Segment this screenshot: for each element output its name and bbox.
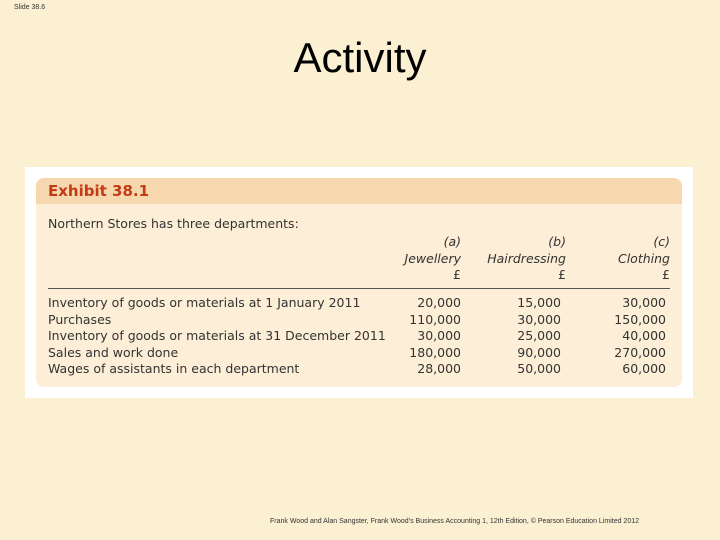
value-hairdressing: 30,000	[517, 311, 561, 327]
value-jewellery: 110,000	[409, 311, 461, 327]
value-jewellery: 30,000	[417, 328, 461, 343]
value-hairdressing: 90,000	[517, 344, 561, 360]
column-name: Clothing	[617, 250, 670, 266]
row-label: Inventory of goods or materials at 1 January 2011	[48, 295, 361, 310]
value-clothing: 270,000	[614, 344, 666, 360]
header-rule	[48, 288, 670, 289]
slide-footer: Frank Wood and Alan Sangster, Frank Wood’s Business Accounting 1, 12th Edition, © Pearson Education Limited 2012	[270, 518, 639, 525]
column-currency: £	[558, 267, 566, 282]
row-label: Inventory of goods or materials at 31 December 2011	[48, 328, 386, 343]
exhibit-panel	[36, 178, 682, 387]
row-label: Wages of assistants in each department	[48, 361, 300, 376]
column-name: Jewellery	[404, 250, 461, 266]
value-clothing: 150,000	[614, 311, 666, 327]
table-row	[48, 312, 670, 329]
value-jewellery: 20,000	[417, 295, 461, 310]
value-hairdressing: 25,000	[517, 328, 561, 343]
exhibit-image	[25, 167, 693, 398]
value-clothing: 60,000	[622, 361, 666, 376]
table-row	[48, 295, 670, 312]
slide-number: Slide 38.6	[14, 4, 46, 11]
table-row	[48, 345, 670, 362]
exhibit-heading: Exhibit 38.1	[36, 178, 682, 204]
table-row	[48, 361, 670, 378]
column-name: Hairdressing	[487, 250, 566, 266]
column-header-clothing	[596, 234, 670, 284]
exhibit-table	[48, 295, 670, 378]
column-header-hairdressing	[486, 234, 566, 284]
value-jewellery: 28,000	[417, 361, 461, 376]
row-label: Purchases	[48, 311, 112, 327]
row-label: Sales and work done	[48, 344, 179, 360]
column-letter: (c)	[653, 234, 670, 249]
value-jewellery: 180,000	[409, 344, 461, 360]
column-currency: £	[662, 267, 670, 282]
value-hairdressing: 15,000	[517, 295, 561, 310]
column-header-jewellery	[396, 234, 461, 284]
slide-title: Activity	[293, 34, 427, 81]
column-letter: (b)	[548, 234, 566, 249]
exhibit-intro: Northern Stores has three departments:	[48, 216, 299, 231]
column-letter: (a)	[443, 234, 461, 249]
value-clothing: 40,000	[622, 328, 666, 343]
table-row	[48, 328, 670, 345]
value-hairdressing: 50,000	[517, 361, 561, 376]
column-currency: £	[453, 267, 461, 282]
value-clothing: 30,000	[622, 295, 666, 310]
